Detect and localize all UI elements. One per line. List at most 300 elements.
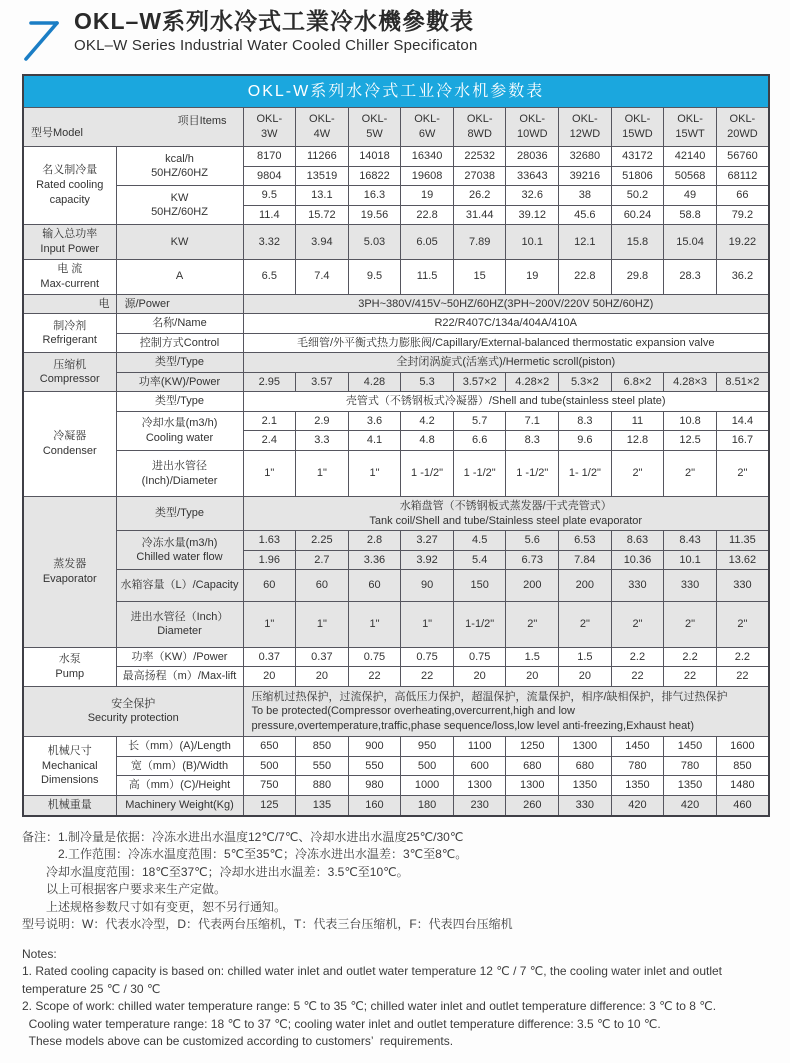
value-cell: 1450 bbox=[611, 737, 664, 757]
value-cell: 4.1 bbox=[348, 431, 401, 451]
value-cell: 4.28×3 bbox=[664, 372, 717, 392]
value-cell: 600 bbox=[453, 756, 506, 776]
value-cell: 60 bbox=[243, 570, 296, 602]
value-cell: 950 bbox=[401, 737, 454, 757]
value-cell: 2" bbox=[611, 601, 664, 647]
merged-value-cell: 压缩机过热保护，过流保护，高低压力保护，超温保护，流量保护，相序/缺相保护，排气过热保护 To be protected(Compressor overheating,overcurrent,high and low pressure,overtemperature,traffic,phase sequence/loss,low level anti-freezing,Exhaust heat) bbox=[243, 686, 769, 737]
merged-value-cell: 水箱盘管（不锈钢板式蒸发器/干式壳管式） Tank coil/Shell and tube/Stainless steel plate evaporator bbox=[243, 497, 769, 531]
value-cell: 330 bbox=[559, 795, 612, 815]
value-cell: 2.2 bbox=[716, 647, 769, 667]
corner-items-label: 项目Items bbox=[177, 115, 227, 128]
table-row bbox=[23, 333, 769, 353]
value-cell: 39.12 bbox=[506, 205, 559, 225]
note-line-zh: 备注：1.制冷量是依据：冷冻水进出水温度12℃/7℃、冷却水进出水温度25℃/30℃ bbox=[22, 829, 464, 844]
value-cell: 330 bbox=[664, 570, 717, 602]
value-cell: 50568 bbox=[664, 166, 717, 186]
value-cell: 850 bbox=[716, 756, 769, 776]
section-label-mechanical-dimensions: 机械尺寸 Mechanical Dimensions bbox=[23, 737, 116, 796]
value-cell: 880 bbox=[296, 776, 349, 796]
model-header: OKL- 6W bbox=[401, 108, 454, 147]
table-row bbox=[23, 411, 769, 431]
item-label: KW 50HZ/60HZ bbox=[116, 186, 243, 225]
value-cell: 12.8 bbox=[611, 431, 664, 451]
value-cell: 15.72 bbox=[296, 205, 349, 225]
value-cell: 1250 bbox=[506, 737, 559, 757]
value-cell: 780 bbox=[664, 756, 717, 776]
value-cell: 1-1/2" bbox=[453, 601, 506, 647]
value-cell: 420 bbox=[664, 795, 717, 815]
value-cell: 2" bbox=[716, 451, 769, 497]
item-label: 类型/Type bbox=[116, 392, 243, 412]
item-label: kcal/h 50HZ/60HZ bbox=[116, 147, 243, 186]
value-cell: 42140 bbox=[664, 147, 717, 167]
value-cell: 1 -1/2" bbox=[453, 451, 506, 497]
item-label: 功率(KW)/Power bbox=[116, 372, 243, 392]
note-line-zh: 以上可根据客户要求来生产定做。 bbox=[22, 882, 227, 897]
page-title-zh: OKL–W系列水冷式工業冷水機參數表 bbox=[74, 8, 475, 34]
value-cell: 11.4 bbox=[243, 205, 296, 225]
value-cell: 1.5 bbox=[559, 647, 612, 667]
table-row bbox=[23, 570, 769, 602]
table-title: OKL-W系列水冷式工业冷水机参数表 bbox=[23, 75, 769, 108]
value-cell: 10.8 bbox=[664, 411, 717, 431]
value-cell: 4.2 bbox=[401, 411, 454, 431]
value-cell: 19.22 bbox=[716, 225, 769, 260]
corner-model-label: 型号Model bbox=[31, 126, 83, 139]
table-row bbox=[23, 737, 769, 757]
value-cell: 49 bbox=[664, 186, 717, 206]
section-label-max-current: 电 流 Max-current bbox=[23, 259, 116, 294]
note-line-en: temperature 25 ℃ / 30 ℃ bbox=[22, 981, 161, 996]
value-cell: 11.35 bbox=[716, 531, 769, 551]
value-cell: 8.3 bbox=[506, 431, 559, 451]
item-label: 类型/Type bbox=[116, 497, 243, 531]
value-cell: 9.6 bbox=[559, 431, 612, 451]
value-cell: 980 bbox=[348, 776, 401, 796]
section-label-rated-cooling-capacity: 名义制冷量 Rated cooling capacity bbox=[23, 147, 116, 225]
value-cell: 125 bbox=[243, 795, 296, 815]
merged-value-cell: 3PH~380V/415V~50HZ/60HZ(3PH~200V/220V 50HZ/60HZ) bbox=[243, 294, 769, 314]
value-cell: 2.1 bbox=[243, 411, 296, 431]
section-label-condenser: 冷凝器 Condenser bbox=[23, 392, 116, 497]
value-cell: 60 bbox=[348, 570, 401, 602]
value-cell: 7.89 bbox=[453, 225, 506, 260]
table-row bbox=[23, 259, 769, 294]
model-header: OKL- 10WD bbox=[506, 108, 559, 147]
value-cell: 460 bbox=[716, 795, 769, 815]
value-cell: 19 bbox=[401, 186, 454, 206]
value-cell: 22 bbox=[611, 667, 664, 687]
value-cell: 19608 bbox=[401, 166, 454, 186]
value-cell: 1300 bbox=[559, 737, 612, 757]
value-cell: 8.63 bbox=[611, 531, 664, 551]
merged-value-cell: 壳管式（不锈钢板式冷凝器）/Shell and tube(stainless steel plate) bbox=[243, 392, 769, 412]
value-cell: 4.5 bbox=[453, 531, 506, 551]
table-row bbox=[23, 353, 769, 373]
value-cell: 7.84 bbox=[559, 550, 612, 570]
value-cell: 38 bbox=[559, 186, 612, 206]
value-cell: 43172 bbox=[611, 147, 664, 167]
value-cell: 3.94 bbox=[296, 225, 349, 260]
value-cell: 20 bbox=[453, 667, 506, 687]
value-cell: 1350 bbox=[664, 776, 717, 796]
value-cell: 22532 bbox=[453, 147, 506, 167]
value-cell: 5.6 bbox=[506, 531, 559, 551]
value-cell: 780 bbox=[611, 756, 664, 776]
value-cell: 56760 bbox=[716, 147, 769, 167]
value-cell: 12.5 bbox=[664, 431, 717, 451]
value-cell: 45.6 bbox=[559, 205, 612, 225]
value-cell: 50.2 bbox=[611, 186, 664, 206]
table-row bbox=[23, 225, 769, 260]
value-cell: 1" bbox=[296, 451, 349, 497]
value-cell: 180 bbox=[401, 795, 454, 815]
value-cell: 330 bbox=[716, 570, 769, 602]
value-cell: 5.3 bbox=[401, 372, 454, 392]
value-cell: 1350 bbox=[611, 776, 664, 796]
value-cell: 20 bbox=[296, 667, 349, 687]
value-cell: 2" bbox=[611, 451, 664, 497]
note-line-en: Cooling water temperature range: 18 ℃ to 37 ℃; cooling water inlet and outlet temperature difference: 3.5 ℃ to 10 ℃. bbox=[22, 1016, 661, 1031]
value-cell: 58.8 bbox=[664, 205, 717, 225]
item-label: 高（mm）(C)/Height bbox=[116, 776, 243, 796]
value-cell: 13.62 bbox=[716, 550, 769, 570]
value-cell: 680 bbox=[559, 756, 612, 776]
value-cell: 14018 bbox=[348, 147, 401, 167]
value-cell: 2.95 bbox=[243, 372, 296, 392]
item-label: 类型/Type bbox=[116, 353, 243, 373]
item-label: 水箱容量（L）/Capacity bbox=[116, 570, 243, 602]
value-cell: 5.7 bbox=[453, 411, 506, 431]
model-header: OKL- 3W bbox=[243, 108, 296, 147]
value-cell: 3.6 bbox=[348, 411, 401, 431]
value-cell: 3.3 bbox=[296, 431, 349, 451]
table-row bbox=[23, 531, 769, 551]
value-cell: 27038 bbox=[453, 166, 506, 186]
table-title-row bbox=[23, 75, 769, 108]
item-label: 最高扬程（m）/Max-lift bbox=[116, 667, 243, 687]
value-cell: 15.04 bbox=[664, 225, 717, 260]
value-cell: 60.24 bbox=[611, 205, 664, 225]
value-cell: 2.7 bbox=[296, 550, 349, 570]
value-cell: 5.3×2 bbox=[559, 372, 612, 392]
value-cell: 1300 bbox=[506, 776, 559, 796]
model-header: OKL- 8WD bbox=[453, 108, 506, 147]
table-row bbox=[23, 147, 769, 167]
value-cell: 3.57 bbox=[296, 372, 349, 392]
table-row bbox=[23, 686, 769, 737]
table-row bbox=[23, 372, 769, 392]
value-cell: 19.56 bbox=[348, 205, 401, 225]
value-cell: 420 bbox=[611, 795, 664, 815]
model-header: OKL- 5W bbox=[348, 108, 401, 147]
value-cell: 9.5 bbox=[348, 259, 401, 294]
value-cell: 1" bbox=[243, 451, 296, 497]
value-cell: 135 bbox=[296, 795, 349, 815]
model-header: OKL- 20WD bbox=[716, 108, 769, 147]
value-cell: 550 bbox=[348, 756, 401, 776]
value-cell: 680 bbox=[506, 756, 559, 776]
note-line-zh: 上述规格参数尺寸如有变更，恕不另行通知。 bbox=[22, 899, 287, 914]
value-cell: 330 bbox=[611, 570, 664, 602]
value-cell: 20 bbox=[506, 667, 559, 687]
table-row bbox=[23, 451, 769, 497]
value-cell: 1- 1/2" bbox=[559, 451, 612, 497]
value-cell: 15 bbox=[453, 259, 506, 294]
merged-value-cell: 全封闭涡旋式(活塞式)/Hermetic scroll(piston) bbox=[243, 353, 769, 373]
value-cell: 22.8 bbox=[559, 259, 612, 294]
item-label: 长（mm）(A)/Length bbox=[116, 737, 243, 757]
value-cell: 39216 bbox=[559, 166, 612, 186]
value-cell: 22 bbox=[664, 667, 717, 687]
value-cell: 900 bbox=[348, 737, 401, 757]
value-cell: 51806 bbox=[611, 166, 664, 186]
note-line-en: 1. Rated cooling capacity is based on: chilled water inlet and outlet water temperature 12 ℃ / 7 ℃, the cooling water inlet and outlet bbox=[22, 964, 723, 979]
model-header: OKL- 12WD bbox=[559, 108, 612, 147]
value-cell: 1300 bbox=[453, 776, 506, 796]
table-row bbox=[23, 647, 769, 667]
item-label: Machinery Weight(Kg) bbox=[116, 795, 243, 815]
value-cell: 28.3 bbox=[664, 259, 717, 294]
value-cell: 36.2 bbox=[716, 259, 769, 294]
model-header: OKL- 4W bbox=[296, 108, 349, 147]
value-cell: 7.1 bbox=[506, 411, 559, 431]
value-cell: 1000 bbox=[401, 776, 454, 796]
value-cell: 90 bbox=[401, 570, 454, 602]
value-cell: 32.6 bbox=[506, 186, 559, 206]
value-cell: 3.27 bbox=[401, 531, 454, 551]
note-line-en: These models above can be customized according to customers’ requirements. bbox=[22, 1034, 454, 1049]
value-cell: 1" bbox=[348, 451, 401, 497]
value-cell: 0.75 bbox=[453, 647, 506, 667]
value-cell: 6.6 bbox=[453, 431, 506, 451]
value-cell: 1100 bbox=[453, 737, 506, 757]
value-cell: 33643 bbox=[506, 166, 559, 186]
value-cell: 750 bbox=[243, 776, 296, 796]
note-line-en: Notes: bbox=[22, 946, 57, 961]
value-cell: 6.53 bbox=[559, 531, 612, 551]
value-cell: 2.2 bbox=[611, 647, 664, 667]
merged-value-cell: 毛细管/外平衡式热力膨胀阀/Capillary/External-balanced thermostatic expansion valve bbox=[243, 333, 769, 353]
value-cell: 31.44 bbox=[453, 205, 506, 225]
section-label-security-protection: 安全保护 Security protection bbox=[23, 686, 243, 737]
value-cell: 16.3 bbox=[348, 186, 401, 206]
value-cell: 8.3 bbox=[559, 411, 612, 431]
value-cell: 0.37 bbox=[243, 647, 296, 667]
value-cell: 16.7 bbox=[716, 431, 769, 451]
value-cell: 2.8 bbox=[348, 531, 401, 551]
value-cell: 500 bbox=[401, 756, 454, 776]
value-cell: 12.1 bbox=[559, 225, 612, 260]
section-label-power-source: 电 bbox=[23, 294, 116, 314]
item-label: 冷却水量(m3/h) Cooling water bbox=[116, 411, 243, 450]
value-cell: 2.4 bbox=[243, 431, 296, 451]
notes-english bbox=[22, 946, 768, 1051]
value-cell: 8170 bbox=[243, 147, 296, 167]
value-cell: 2.25 bbox=[296, 531, 349, 551]
value-cell: 9804 bbox=[243, 166, 296, 186]
value-cell: 1480 bbox=[716, 776, 769, 796]
value-cell: 19 bbox=[506, 259, 559, 294]
value-cell: 9.5 bbox=[243, 186, 296, 206]
value-cell: 0.75 bbox=[348, 647, 401, 667]
value-cell: 1.96 bbox=[243, 550, 296, 570]
item-label: A bbox=[116, 259, 243, 294]
item-label: 控制方式Control bbox=[116, 333, 243, 353]
table-row bbox=[23, 314, 769, 334]
value-cell: 1" bbox=[243, 601, 296, 647]
spec-table-wrapper bbox=[22, 74, 768, 817]
value-cell: 850 bbox=[296, 737, 349, 757]
value-cell: 16822 bbox=[348, 166, 401, 186]
value-cell: 79.2 bbox=[716, 205, 769, 225]
model-header: OKL- 15WT bbox=[664, 108, 717, 147]
value-cell: 6.5 bbox=[243, 259, 296, 294]
note-line-en: 2. Scope of work: chilled water temperature range: 5 ℃ to 35 ℃; chilled water inlet and outlet temperature difference: 3 ℃ to 8 ℃. bbox=[22, 999, 717, 1014]
value-cell: 1350 bbox=[559, 776, 612, 796]
section-label-machinery-weight: 机械重量 bbox=[23, 795, 116, 815]
value-cell: 1.5 bbox=[506, 647, 559, 667]
value-cell: 4.28 bbox=[348, 372, 401, 392]
table-row bbox=[23, 667, 769, 687]
corner-header-cell bbox=[23, 108, 243, 147]
table-row bbox=[23, 756, 769, 776]
value-cell: 32680 bbox=[559, 147, 612, 167]
value-cell: 0.37 bbox=[296, 647, 349, 667]
section-label-refrigerant: 制冷剂 Refrigerant bbox=[23, 314, 116, 353]
item-label: 功率（KW）/Power bbox=[116, 647, 243, 667]
value-cell: 1.63 bbox=[243, 531, 296, 551]
value-cell: 500 bbox=[243, 756, 296, 776]
table-row bbox=[23, 795, 769, 815]
value-cell: 60 bbox=[296, 570, 349, 602]
value-cell: 22 bbox=[348, 667, 401, 687]
value-cell: 8.51×2 bbox=[716, 372, 769, 392]
value-cell: 1 -1/2" bbox=[506, 451, 559, 497]
value-cell: 550 bbox=[296, 756, 349, 776]
value-cell: 2" bbox=[664, 451, 717, 497]
item-label: 源/Power bbox=[116, 294, 243, 314]
value-cell: 1450 bbox=[664, 737, 717, 757]
value-cell: 11266 bbox=[296, 147, 349, 167]
value-cell: 22.8 bbox=[401, 205, 454, 225]
value-cell: 200 bbox=[506, 570, 559, 602]
title-block bbox=[74, 8, 478, 54]
up-right-arrow-logo-icon bbox=[18, 10, 70, 62]
section-label-compressor: 压缩机 Compressor bbox=[23, 353, 116, 392]
value-cell: 1" bbox=[401, 601, 454, 647]
item-label: 进出水管径（Inch） Diameter bbox=[116, 601, 243, 647]
value-cell: 1600 bbox=[716, 737, 769, 757]
note-line-zh: 2.工作范围：冷冻水温度范围：5℃至35℃；冷冻水进出水温差：3℃至8℃。 bbox=[22, 847, 468, 862]
note-line-zh: 冷却水温度范围：18℃至37℃；冷却水进出水温差：3.5℃至10℃。 bbox=[22, 864, 409, 879]
value-cell: 5.4 bbox=[453, 550, 506, 570]
value-cell: 13519 bbox=[296, 166, 349, 186]
table-row bbox=[23, 392, 769, 412]
value-cell: 2" bbox=[559, 601, 612, 647]
value-cell: 11.5 bbox=[401, 259, 454, 294]
section-label-pump: 水泵 Pump bbox=[23, 647, 116, 686]
value-cell: 150 bbox=[453, 570, 506, 602]
value-cell: 4.28×2 bbox=[506, 372, 559, 392]
table-row bbox=[23, 186, 769, 206]
value-cell: 3.92 bbox=[401, 550, 454, 570]
value-cell: 10.1 bbox=[506, 225, 559, 260]
item-label: 名称/Name bbox=[116, 314, 243, 334]
value-cell: 3.57×2 bbox=[453, 372, 506, 392]
value-cell: 16340 bbox=[401, 147, 454, 167]
item-label: 宽（mm）(B)/Width bbox=[116, 756, 243, 776]
table-row bbox=[23, 601, 769, 647]
value-cell: 2" bbox=[716, 601, 769, 647]
value-cell: 29.8 bbox=[611, 259, 664, 294]
spec-table bbox=[22, 74, 770, 817]
value-cell: 4.8 bbox=[401, 431, 454, 451]
value-cell: 3.32 bbox=[243, 225, 296, 260]
value-cell: 7.4 bbox=[296, 259, 349, 294]
value-cell: 10.1 bbox=[664, 550, 717, 570]
value-cell: 230 bbox=[453, 795, 506, 815]
table-row bbox=[23, 776, 769, 796]
table-row bbox=[23, 294, 769, 314]
value-cell: 1" bbox=[348, 601, 401, 647]
value-cell: 200 bbox=[559, 570, 612, 602]
model-header: OKL- 15WD bbox=[611, 108, 664, 147]
note-line-zh: 型号说明：W：代表水冷型，D：代表两台压缩机，T：代表三台压缩机，F：代表四台压缩机 bbox=[22, 917, 513, 932]
value-cell: 8.43 bbox=[664, 531, 717, 551]
value-cell: 13.1 bbox=[296, 186, 349, 206]
value-cell: 3.36 bbox=[348, 550, 401, 570]
value-cell: 6.8×2 bbox=[611, 372, 664, 392]
merged-value-cell: R22/R407C/134a/404A/410A bbox=[243, 314, 769, 334]
value-cell: 2.2 bbox=[664, 647, 717, 667]
value-cell: 2" bbox=[506, 601, 559, 647]
page-title-en: OKL–W Series Industrial Water Cooled Chiller Specificaton bbox=[74, 37, 478, 55]
value-cell: 650 bbox=[243, 737, 296, 757]
value-cell: 10.36 bbox=[611, 550, 664, 570]
value-cell: 260 bbox=[506, 795, 559, 815]
value-cell: 28036 bbox=[506, 147, 559, 167]
value-cell: 14.4 bbox=[716, 411, 769, 431]
document-header bbox=[0, 4, 790, 64]
section-label-evaporator: 蒸发器 Evaporator bbox=[23, 497, 116, 648]
item-label: 进出水管径 (Inch)/Diameter bbox=[116, 451, 243, 497]
value-cell: 1 -1/2" bbox=[401, 451, 454, 497]
section-label-input-power: 输入总功率 Input Power bbox=[23, 225, 116, 260]
value-cell: 11 bbox=[611, 411, 664, 431]
value-cell: 6.05 bbox=[401, 225, 454, 260]
item-label: KW bbox=[116, 225, 243, 260]
column-header-row bbox=[23, 108, 769, 147]
value-cell: 15.8 bbox=[611, 225, 664, 260]
item-label: 冷冻水量(m3/h) Chilled water flow bbox=[116, 531, 243, 570]
value-cell: 22 bbox=[401, 667, 454, 687]
value-cell: 68112 bbox=[716, 166, 769, 186]
value-cell: 0.75 bbox=[401, 647, 454, 667]
value-cell: 160 bbox=[348, 795, 401, 815]
value-cell: 5.03 bbox=[348, 225, 401, 260]
notes-chinese bbox=[22, 829, 768, 934]
value-cell: 22 bbox=[716, 667, 769, 687]
value-cell: 2" bbox=[664, 601, 717, 647]
value-cell: 20 bbox=[559, 667, 612, 687]
value-cell: 1" bbox=[296, 601, 349, 647]
value-cell: 6.73 bbox=[506, 550, 559, 570]
value-cell: 66 bbox=[716, 186, 769, 206]
table-row bbox=[23, 497, 769, 531]
value-cell: 2.9 bbox=[296, 411, 349, 431]
value-cell: 26.2 bbox=[453, 186, 506, 206]
